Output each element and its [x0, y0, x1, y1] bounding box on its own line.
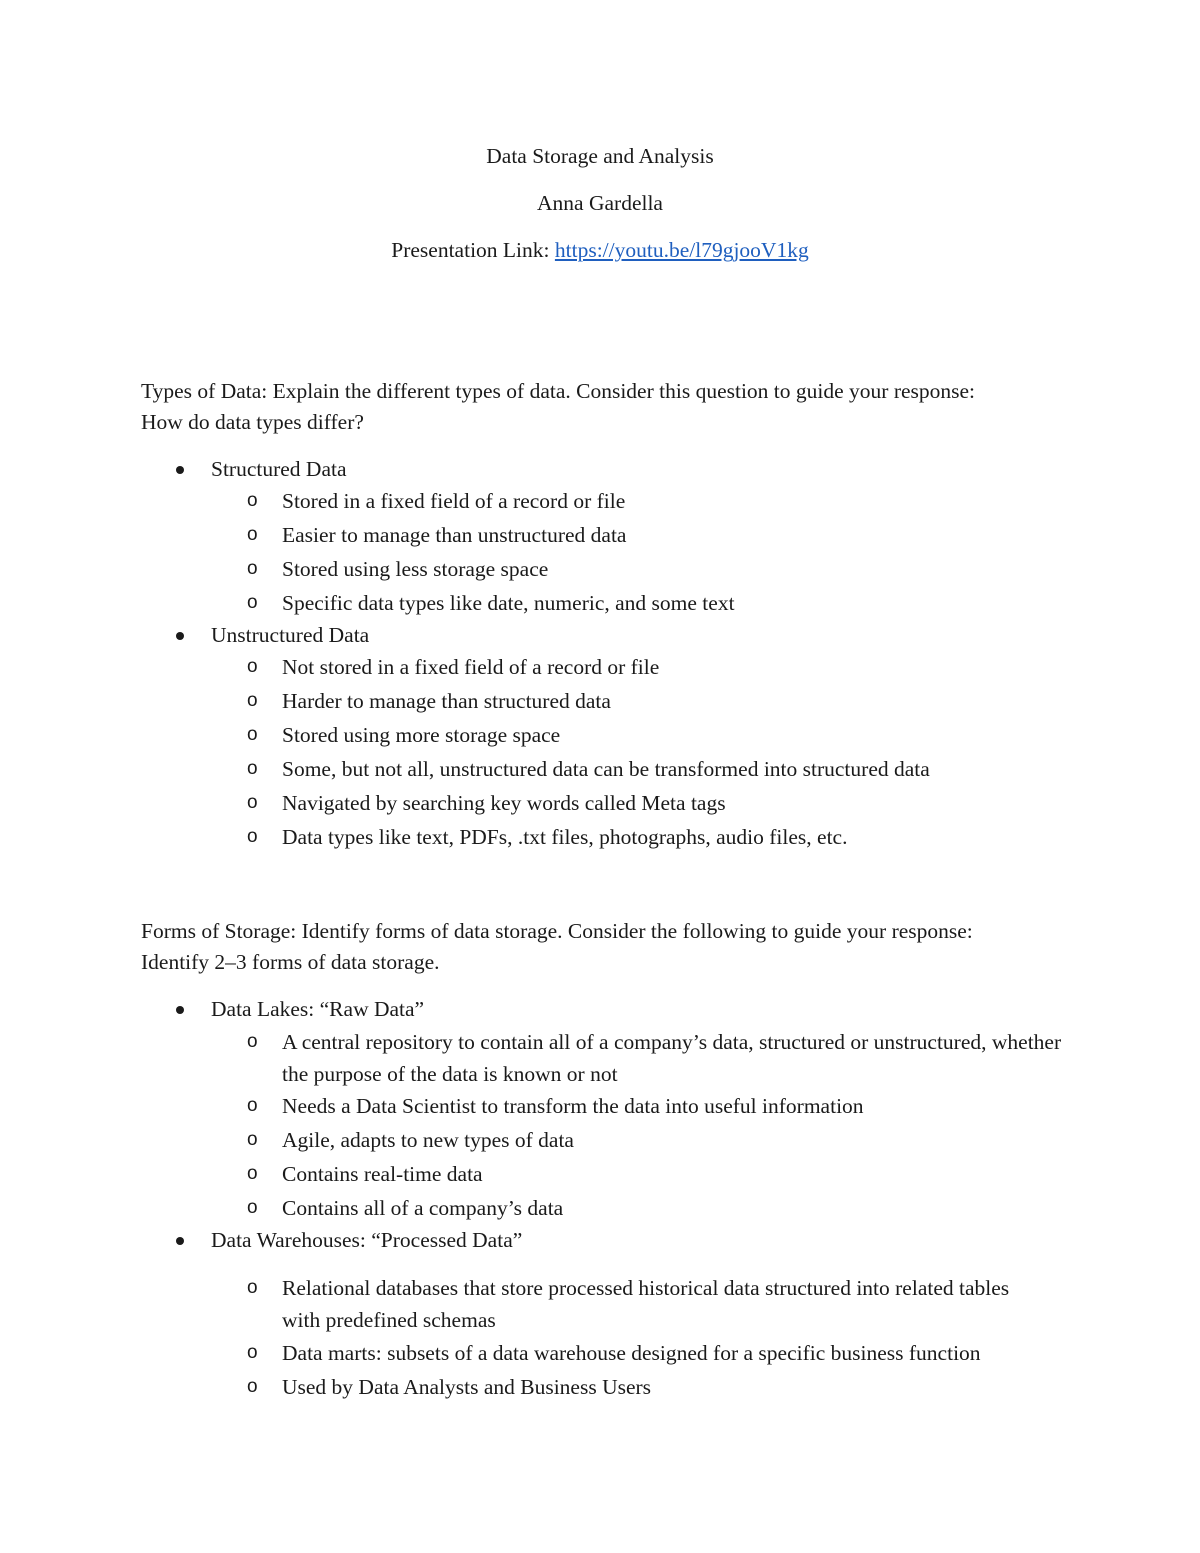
- circle-bullet-icon: o: [247, 490, 258, 511]
- bullet-icon: [176, 466, 184, 474]
- bullet-icon: [176, 1006, 184, 1014]
- circle-bullet-icon: o: [247, 1197, 258, 1218]
- circle-bullet-icon: o: [247, 1277, 258, 1298]
- circle-bullet-icon: o: [247, 524, 258, 545]
- circle-bullet-icon: o: [247, 1129, 258, 1150]
- circle-bullet-icon: o: [247, 724, 258, 745]
- circle-bullet-icon: o: [247, 656, 258, 677]
- section2-prompt: [141, 916, 1081, 978]
- presentation-link-label: Presentation Link:: [391, 238, 555, 262]
- bullet-icon: [176, 1237, 184, 1245]
- section1-prompt-line1: Types of Data: Explain the different types of data. Consider this question to guide your response:: [141, 379, 976, 403]
- document-page: Data Storage and Analysis Anna Gardella Presentation Link: https://youtu.be/l79gjooV1kg Types of Data: Explain the different types of data. Consider this question to guide your response: How do data types differ? Structured Data o Stored in a fixed field of a record or file o Easier to manage than unstructured data o Stored using less storage space o Specific data types like date, numeric, and some text Unstructured Data o Not stored in a fixed field of a record or file o Harder to manage than structured data o Stored using more storage space o Some, but not all, unstructured data can be transformed into structured data o Navigated by searching key words called Meta tags o Data types like text, PDFs, .txt files, photographs, audio files, etc. Forms of Storage: Identify forms of data storage. Consider the following to guide your response: Identify 2–3 forms of data storage. Data Lakes: “Raw Data” o A central repository to contain all of a company’s data, structured or unstructured, whether the purpose of the data is known or not o Needs a Data Scientist to transform the data into useful information o Agile, adapts to new types of data o Contains real-time data o Contains all of a company’s data Data Warehouses: “Processed Data” o Relational databases that store processed historical data structured into related tables with predefined schemas o Data marts: subsets of a data warehouse designed for a specific business function o Used by Data Analysts and Business Users: [0, 0, 1200, 1553]
- circle-bullet-icon: o: [247, 690, 258, 711]
- circle-bullet-icon: o: [247, 558, 258, 579]
- document-title: Data Storage and Analysis: [486, 144, 714, 168]
- circle-bullet-icon: o: [247, 592, 258, 613]
- circle-bullet-icon: o: [247, 758, 258, 779]
- circle-bullet-icon: o: [247, 1031, 258, 1052]
- bullet-icon: [176, 632, 184, 640]
- presentation-link-line: [0, 235, 1200, 265]
- circle-bullet-icon: o: [247, 1342, 258, 1363]
- circle-bullet-icon: o: [247, 826, 258, 847]
- author-name: Anna Gardella: [537, 191, 663, 215]
- circle-bullet-icon: o: [247, 1163, 258, 1184]
- circle-bullet-icon: o: [247, 1376, 258, 1397]
- section2-prompt-line1: Forms of Storage: Identify forms of data storage. Consider the following to guide your response:: [141, 919, 973, 943]
- section2-prompt-line2: Identify 2–3 forms of data storage.: [141, 950, 440, 974]
- section1-prompt: [141, 376, 1081, 438]
- circle-bullet-icon: o: [247, 1095, 258, 1116]
- presentation-link[interactable]: https://youtu.be/l79gjooV1kg: [554, 238, 809, 262]
- section1-prompt-line2: How do data types differ?: [141, 410, 364, 434]
- circle-bullet-icon: o: [247, 792, 258, 813]
